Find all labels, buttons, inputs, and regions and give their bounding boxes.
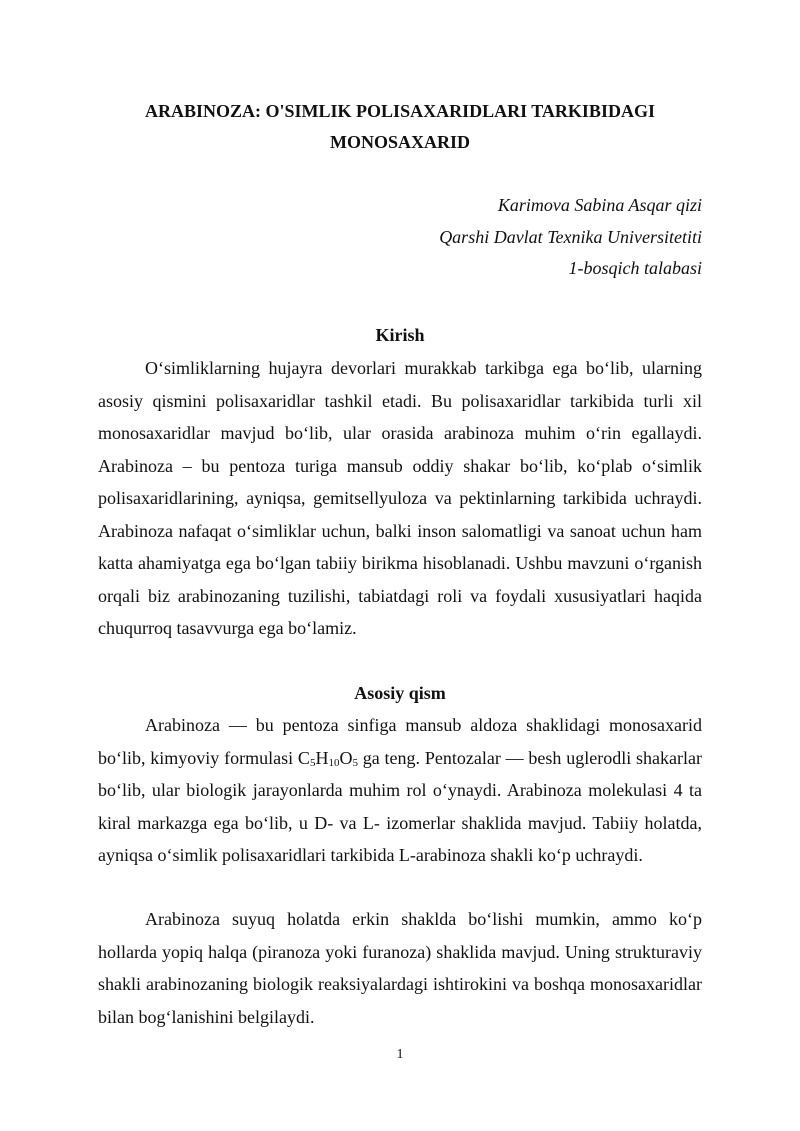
main-paragraph-1 <box>98 709 702 872</box>
formula-c: C <box>297 747 310 768</box>
title-line-1: ARABINOZA: O'SIMLIK POLISAXARIDLARI TARKIBIDAGI <box>145 101 655 121</box>
main-p1-text-after: ga teng. Pentozalar — besh uglerodli shakarlar bo‘lib, ular biologik jarayonlarda muhim rol o‘ynaydi. Arabinoza molekulasi 4 ta kiral markazga ega bo‘lib, u D- va L- izomerlar shaklida mavjud. Tabiiy holatda, ayniqsa o‘simlik polisaxaridlari tarkibida L-arabinoza shakli ko‘p uchraydi. <box>98 747 702 865</box>
formula-h-subscript: 10 <box>328 756 340 769</box>
author-block <box>439 190 702 285</box>
author-institution: Qarshi Davlat Texnika Universitetiti <box>439 226 702 247</box>
section-heading-main: Asosiy qism <box>354 683 446 703</box>
formula-o: O <box>339 747 353 768</box>
formula-c-subscript: 5 <box>309 756 316 769</box>
formula-o-subscript: 5 <box>352 756 358 769</box>
main-p1-text-before: Arabinoza — bu pentoza sinfiga mansub aldoza shaklidagi monosaxarid bo‘lib, kimyoviy formulasi <box>98 715 702 768</box>
formula-h: H <box>315 747 329 768</box>
main-paragraph-2: Arabinoza suyuq holatda erkin shaklda bo‘lishi mumkin, ammo ko‘p hollarda yopiq halqa (piranoza yoki furanoza) shaklida mavjud. Uning strukturaviy shakli arabinozaning biologik reaksiyalardagi ishtirokini va boshqa monosaxaridlar bilan bog‘lanishini belgilaydi. <box>98 909 702 1027</box>
intro-paragraph: O‘simliklarning hujayra devorlari murakkab tarkibga ega bo‘lib, ularning asosiy qismini polisaxaridlar tashkil etadi. Bu polisaxaridlar tarkibida turli xil monosaxaridlar mavjud bo‘lib, ular orasida arabinoza muhim o‘rin egallaydi. Arabinoza – bu pentoza turiga mansub oddiy shakar bo‘lib, ko‘plab o‘simlik polisaxaridlarining, ayniqsa, gemitsellyuloza va pektinlarning tarkibida uchraydi. Arabinoza nafaqat o‘simliklar uchun, balki inson salomatligi va sanoat uchun ham katta ahamiyatga ega bo‘lgan tabiiy birikma hisoblanadi. Ushbu mavzuni o‘rganish orqali biz arabinozaning tuzilishi, tabiatdagi roli va foydali xususiyatlari haqida chuqurroq tasavvurga ega bo‘lamiz. <box>98 358 702 638</box>
author-status: 1-bosqich talabasi <box>568 258 702 278</box>
document-title <box>98 96 702 158</box>
chemical-formula <box>298 748 358 768</box>
page-number: 1 <box>396 1047 404 1062</box>
title-line-2: MONOSAXARID <box>329 132 470 152</box>
author-name: Karimova Sabina Asqar qizi <box>497 195 702 215</box>
section-heading-intro: Kirish <box>375 325 425 345</box>
